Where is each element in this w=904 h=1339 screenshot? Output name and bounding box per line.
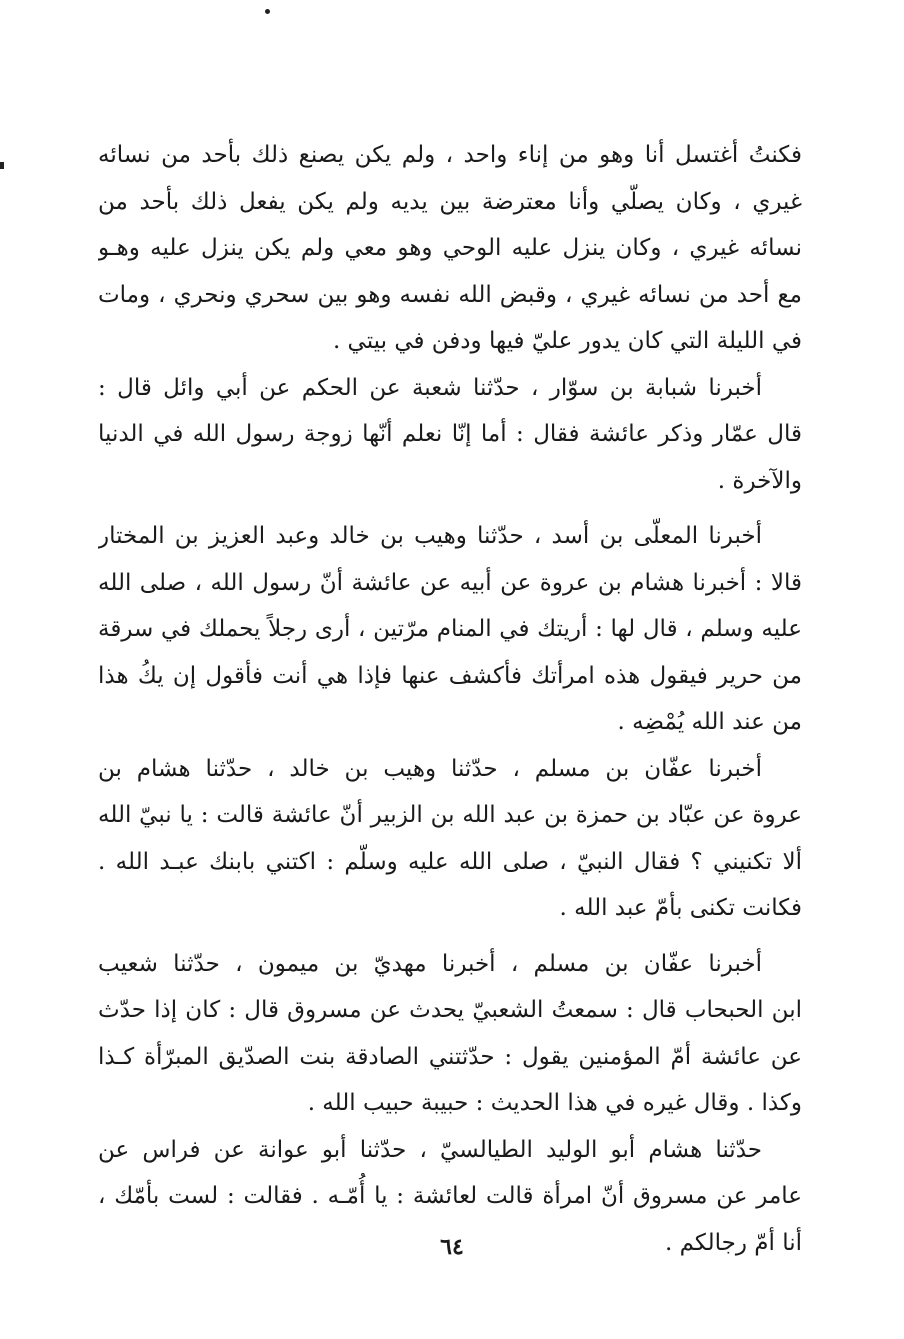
- text-line: عن عائشة أمّ المؤمنين يقول : حدّثتني الصادقة بنت الصدّيق المبرّأة كـذا: [98, 1043, 802, 1070]
- paragraph-gap: [98, 932, 802, 941]
- text-line: عليه وسلم ، قال لها : أريتك في المنام مرّتين ، أرى رجلاً يحملك في سرقة: [98, 616, 802, 642]
- text-line: ألا تكنيني ؟ فقال النبيّ ، صلى الله عليه وسلّم : اكتني بابنك عبـد الله .: [98, 848, 802, 875]
- body-text: [98, 132, 802, 1266]
- text-line: عروة عن عبّاد بن حمزة بن عبد الله بن الزبير أنّ عائشة قالت : يا نبيّ الله: [98, 802, 802, 828]
- text-line: حدّثنا هشام أبو الوليد الطيالسيّ ، حدّثنا أبو عوانة عن فراس عن: [98, 1136, 762, 1163]
- paragraph-3: [98, 513, 802, 746]
- paragraph-2: [98, 365, 802, 505]
- paragraph-5: [98, 941, 802, 1127]
- text-line: من عند الله يُمْضِه .: [617, 709, 802, 735]
- paragraph-1: [98, 132, 802, 365]
- text-line: أنا أمّ رجالكم .: [664, 1229, 802, 1256]
- text-line: أخبرنا عفّان بن مسلم ، أخبرنا مهديّ بن ميمون ، حدّثنا شعيب: [98, 950, 762, 977]
- text-line: أخبرنا شبابة بن سوّار ، حدّثنا شعبة عن الحكم عن أبي وائل قال :: [98, 374, 762, 401]
- page-number: ٦٤: [440, 1234, 464, 1260]
- text-line: فكنتُ أغتسل أنا وهو من إناء واحد ، ولم يكن يصنع ذلك بأحد من نسائه: [98, 142, 802, 168]
- text-line: وكذا . وقال غيره في هذا الحديث : حبيبة حبيب الله .: [307, 1090, 802, 1116]
- ink-dot-mark: [265, 9, 270, 14]
- text-line: غيري ، وكان يصلّي وأنا معترضة بين يديه ولم يكن يفعل ذلك بأحد من: [98, 188, 802, 215]
- text-line: أخبرنا المعلّى بن أسد ، حدّثنا وهيب بن خالد وعبد العزيز بن المختار: [98, 523, 762, 549]
- text-line: فكانت تكنى بأمّ عبد الله .: [559, 895, 802, 921]
- paragraph-4: [98, 746, 802, 932]
- text-line: قال عمّار وذكر عائشة فقال : أما إنّا نعلم أنّها زوجة رسول الله في الدنيا: [98, 421, 802, 447]
- text-line: من حرير فيقول هذه امرأتك فأكشف عنها فإذا هي أنت فأقول إن يكُ هذا: [98, 662, 802, 689]
- paragraph-gap: [98, 504, 802, 513]
- text-line: والآخرة .: [717, 467, 802, 494]
- text-line: في الليلة التي كان يدور عليّ فيها ودفن في بيتي .: [332, 328, 802, 354]
- text-line: قالا : أخبرنا هشام بن عروة عن أبيه عن عائشة أنّ رسول الله ، صلى الله: [98, 569, 802, 596]
- text-line: نسائه غيري ، وكان ينزل عليه الوحي وهو معي ولم يكن ينزل عليه وهـو: [98, 235, 802, 261]
- text-line: أخبرنا عفّان بن مسلم ، حدّثنا وهيب بن خالد ، حدّثنا هشام بن: [98, 755, 762, 782]
- margin-mark: [0, 162, 4, 169]
- text-line: مع أحد من نسائه غيري ، وقبض الله نفسه وهو بين سحري ونحري ، ومات: [98, 281, 802, 308]
- text-line: ابن الحبحاب قال : سمعتُ الشعبيّ يحدث عن مسروق قال : كان إذا حدّث: [98, 997, 802, 1023]
- text-line: عامر عن مسروق أنّ امرأة قالت لعائشة : يا أُمّـه . فقالت : لست بأمّك ،: [98, 1183, 802, 1209]
